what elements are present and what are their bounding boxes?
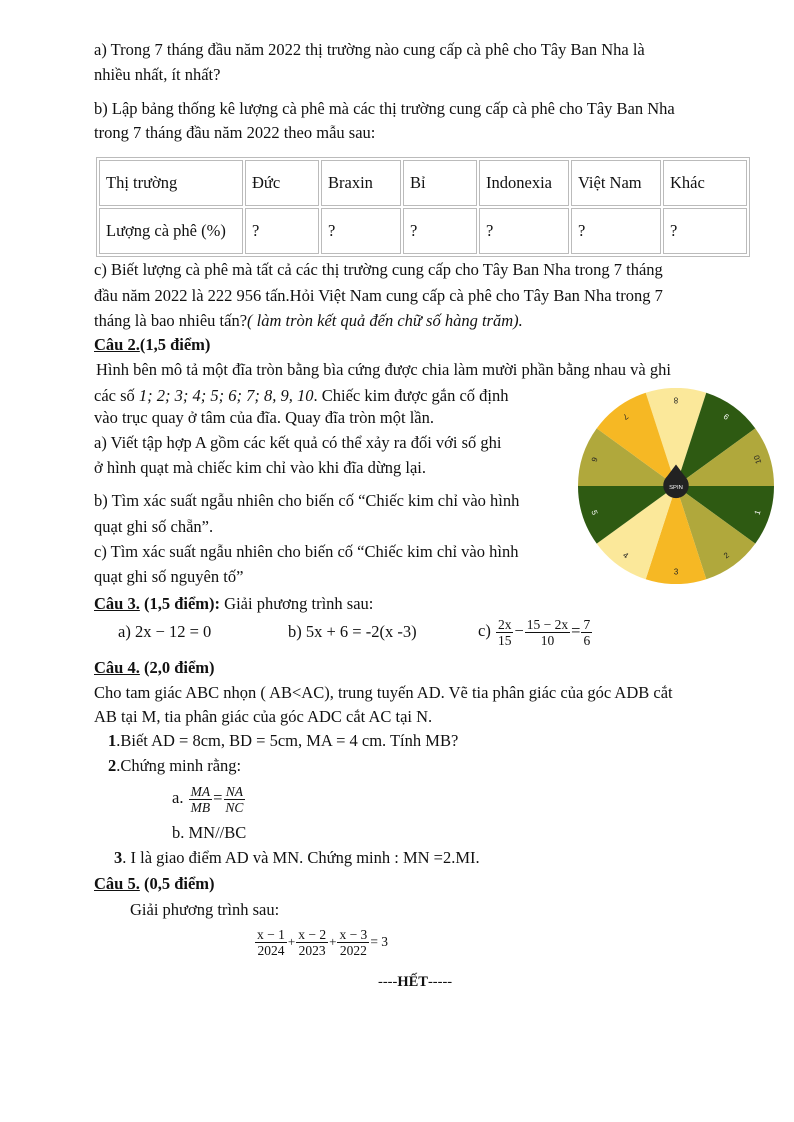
q4-a	[172, 779, 246, 817]
table-header-row	[99, 160, 747, 206]
q1-b-line1: b) Lập bảng thống kê lượng cà phê mà các thị trường cung cấp cà phê cho Tây Ban Nha	[94, 99, 675, 118]
q4-item2-text: .Chứng minh rằng:	[116, 756, 242, 775]
table-cell: Braxin	[321, 160, 401, 206]
q5-fraction-1	[255, 927, 287, 958]
wheel-number-label: 4	[621, 550, 630, 561]
q1-c-line1: c) Biết lượng cà phê mà tất cả các thị trường cung cấp cho Tây Ban Nha trong 7 tháng	[94, 260, 663, 279]
q5-equation	[254, 922, 388, 961]
denominator: 2023	[298, 942, 326, 958]
table-cell: ?	[479, 208, 569, 254]
q2-intro2-a: các số	[94, 386, 139, 405]
q4-item3-text: . I là giao điểm AD và MN. Chứng minh : MN =2.MI.	[122, 848, 480, 867]
q4-item3	[114, 848, 480, 868]
numerator: 15 − 2x	[526, 616, 569, 632]
table-cell: Indonexia	[479, 160, 569, 206]
equals-sign: =	[213, 788, 223, 807]
minus-sign: −	[514, 621, 524, 640]
denominator: 15	[497, 632, 512, 648]
numerator: x − 1	[257, 926, 285, 942]
q5-points: (0,5 điểm)	[139, 874, 215, 893]
q4-p2: AB tại M, tia phân giác của góc ADC cắt AC tại N.	[94, 707, 433, 726]
denominator: 2022	[339, 942, 367, 958]
q4-a-label: a.	[172, 788, 184, 807]
table-cell: ?	[571, 208, 661, 254]
table-cell: Thị trường	[99, 160, 243, 206]
q4-heading	[94, 658, 215, 678]
q2-title: Câu 2.	[94, 335, 140, 354]
denominator: 10	[540, 632, 555, 648]
q3-points: (1,5 điểm):	[139, 594, 221, 613]
spin-label: SPIN	[669, 484, 683, 491]
q4-item3-num: 3	[114, 848, 123, 867]
q2-intro3: vào trục quay ở tâm của đĩa. Quay đĩa tròn một lần.	[94, 408, 434, 427]
q1-a-line1: a) Trong 7 tháng đầu năm 2022 thị trường nào cung cấp cà phê cho Tây Ban Nha là	[94, 40, 645, 59]
q3-c	[478, 614, 593, 648]
q4-item1	[108, 731, 458, 751]
q4-a-fraction-1	[189, 784, 213, 815]
q1-c-line3	[94, 311, 523, 331]
q1-c-line3-note: ( làm tròn kết quả đến chữ số hàng trăm).	[247, 311, 523, 330]
numerator: MA	[190, 783, 211, 799]
table-row	[99, 208, 747, 254]
q3-a: a) 2x − 12 = 0	[118, 622, 212, 641]
q2-intro2-b: . Chiếc kim được gắn cố định	[313, 386, 509, 405]
denominator: NC	[225, 799, 244, 815]
q4-points: (2,0 điểm)	[139, 658, 215, 677]
q2-heading	[94, 335, 210, 355]
table-cell: Bỉ	[403, 160, 477, 206]
numerator: 7	[583, 616, 591, 632]
plus-sign: +	[329, 934, 337, 949]
numerator: x − 2	[298, 926, 327, 942]
numerator: 2x	[497, 616, 512, 632]
q2-b2: quạt ghi số chẵn”.	[94, 517, 214, 536]
equals-sign: =	[571, 621, 581, 640]
q2-intro2	[94, 386, 509, 406]
plus-sign: +	[287, 934, 296, 949]
q2-points: (1,5 điểm)	[139, 335, 211, 354]
q5-heading	[94, 874, 215, 894]
q3-title: Câu 3.	[94, 594, 140, 613]
numerator: NA	[225, 783, 244, 799]
q3-c-fraction-2	[525, 617, 570, 648]
wheel-number-label: 7	[621, 411, 630, 422]
q3-c-label: c)	[478, 621, 491, 640]
q2-a1: a) Viết tập hợp A gồm các kết quả có thể xảy ra đối với số ghi	[94, 433, 502, 452]
wheel-number-label: 2	[722, 550, 731, 561]
q2-a2: ở hình quạt mà chiếc kim chỉ vào khi đĩa dừng lại.	[94, 458, 427, 477]
wheel-number-label: 3	[673, 567, 679, 577]
q2-intro2-nums: 1; 2; 3; 4; 5; 6; 7; 8, 9, 10	[138, 386, 314, 405]
wheel-number-label: 1	[752, 509, 763, 516]
denominator: MB	[190, 799, 211, 815]
coffee-table	[96, 157, 750, 257]
q2-c2: quạt ghi số nguyên tố”	[94, 567, 244, 586]
q1-a-line2: nhiều nhất, ít nhất?	[94, 65, 221, 84]
q3-heading	[94, 594, 373, 614]
table-cell: Khác	[663, 160, 747, 206]
q5-title: Câu 5.	[94, 874, 140, 893]
q4-title: Câu 4.	[94, 658, 140, 677]
table-cell: Việt Nam	[571, 160, 661, 206]
q2-intro1: Hình bên mô tả một đĩa tròn bằng bìa cứng được chia làm mười phần bằng nhau và ghi	[96, 360, 671, 379]
spinner-wheel	[578, 388, 774, 584]
wheel-number-label: 5	[589, 509, 600, 516]
table-cell: Đức	[245, 160, 319, 206]
q1-c-line2: đầu năm 2022 là 222 956 tấn.Hỏi Việt Nam cung cấp cà phê cho Tây Ban Nha trong 7	[94, 286, 663, 305]
table-cell: ?	[321, 208, 401, 254]
q3-c-fraction-3	[581, 617, 592, 648]
q4-p1: Cho tam giác ABC nhọn ( AB<AC), trung tuyến AD. Vẽ tia phân giác của góc ADB cắt	[94, 683, 673, 702]
q4-item2	[108, 756, 241, 776]
q4-item1-text: .Biết AD = 8cm, BD = 5cm, MA = 4 cm. Tính MB?	[116, 731, 459, 750]
q2-b1: b) Tìm xác suất ngẫu nhiên cho biến cố “Chiếc kim chỉ vào hình	[94, 491, 520, 510]
numerator: x − 3	[339, 926, 368, 942]
table-cell: ?	[663, 208, 747, 254]
end-label: HẾT	[397, 974, 428, 990]
q3-b: b) 5x + 6 = -2(x -3)	[288, 622, 417, 641]
denominator: 2024	[257, 942, 285, 958]
q4-a-fraction-2	[223, 784, 245, 815]
wheel-number-label: 8	[673, 395, 679, 405]
q3-desc: Giải phương trình sau:	[220, 594, 374, 613]
wheel-number-label: 6	[589, 456, 600, 463]
q4-item2-num: 2	[108, 756, 117, 775]
end-dash-right: -----	[427, 974, 453, 990]
q4-b: b. MN//BC	[172, 823, 247, 842]
q5-desc: Giải phương trình sau:	[130, 900, 280, 919]
wheel-number-label: 10	[751, 453, 764, 466]
q5-rhs: = 3	[370, 934, 389, 949]
table-cell: ?	[403, 208, 477, 254]
wheel-number-label: 9	[722, 411, 731, 422]
denominator: 6	[583, 632, 591, 648]
q1-c-line3-text: tháng là bao nhiêu tấn?	[94, 311, 248, 330]
q5-fraction-3	[337, 927, 369, 958]
table-cell: ?	[245, 208, 319, 254]
table-cell: Lượng cà phê (%)	[99, 208, 243, 254]
end-marker	[378, 972, 452, 992]
q3-c-fraction-1	[496, 617, 514, 648]
q5-fraction-2	[296, 927, 328, 958]
q1-b-line2: trong 7 tháng đầu năm 2022 theo mẫu sau:	[94, 123, 376, 142]
q4-item1-num: 1	[108, 731, 117, 750]
q2-c1: c) Tìm xác suất ngẫu nhiên cho biến cố “Chiếc kim chỉ vào hình	[94, 542, 519, 561]
end-dash-left: ----	[378, 974, 398, 990]
